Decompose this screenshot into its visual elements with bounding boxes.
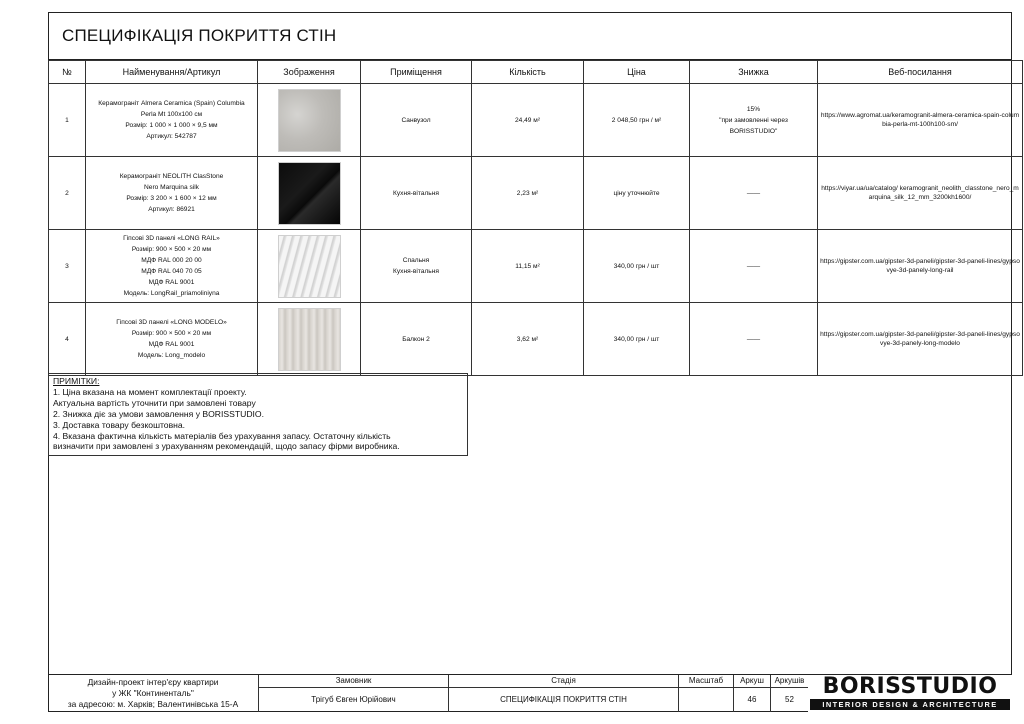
product-name-line: Nero Marquina silk xyxy=(144,184,199,191)
note-line: 2. Знижка діє за умови замовлення у BORISSTUDIO. xyxy=(53,408,264,419)
project-address xyxy=(48,677,258,710)
room xyxy=(361,230,472,303)
table-header-row xyxy=(49,61,1023,84)
note-line: 1. Ціна вказана на момент комплектації проекту. xyxy=(53,386,247,397)
stage-cell xyxy=(448,675,678,712)
product-url[interactable]: https://gipster.com.ua/gipster-3d-paneli/gipster-3d-paneli-lines/gypsovye-3d-panely-long-modelo xyxy=(818,303,1023,376)
product-name-line: Артикул: 542787 xyxy=(146,133,197,140)
quantity: 24,49 м² xyxy=(472,84,584,157)
price: 340,00 грн / шт xyxy=(584,230,690,303)
stage-label: Стадія xyxy=(551,676,576,685)
quantity: 3,62 м² xyxy=(472,303,584,376)
discount-line: "при замовленні через xyxy=(719,116,788,124)
row-number: 4 xyxy=(49,303,86,376)
note-line: визначити при замовлені з урахуванням рекомендацій, щодо запасу фірми виробника. xyxy=(53,441,400,452)
row-number: 3 xyxy=(49,230,86,303)
room xyxy=(361,84,472,157)
room xyxy=(361,303,472,376)
project-line: у ЖК "Континенталь" xyxy=(112,688,194,698)
product-name-line: Модель: LongRail_priamoliniyna xyxy=(123,290,220,297)
product-name-line: Модель: Long_modelo xyxy=(137,352,206,359)
room xyxy=(361,157,472,230)
sheet-cell xyxy=(733,675,770,712)
product-image-cell xyxy=(258,230,361,303)
product-image xyxy=(278,162,341,225)
product-name-line: Гіпсові 3D панелі «LONG RAIL» xyxy=(123,235,220,242)
note-line: Актуальна вартість уточнити при замовлені товару xyxy=(53,397,256,408)
product-name-line: Розмір: 900 × 500 × 20 мм xyxy=(131,246,212,253)
notes-box xyxy=(48,373,468,456)
product-name-line: Розмір: 3 200 × 1 600 × 12 мм xyxy=(126,195,217,202)
product-name xyxy=(86,230,258,303)
product-name-line: Артикул: 86921 xyxy=(148,206,195,213)
room-line: Кухня-вітальня xyxy=(393,268,439,275)
page-title: СПЕЦИФІКАЦІЯ ПОКРИТТЯ СТІН xyxy=(62,26,337,45)
product-name xyxy=(86,303,258,376)
logo-name: BORISSTUDIO xyxy=(822,674,998,699)
discount-line: —— xyxy=(746,262,761,270)
sheets-cell xyxy=(770,675,808,712)
product-url[interactable]: https://gipster.com.ua/gipster-3d-paneli/gipster-3d-paneli-lines/gypsovye-3d-panely-long-rail xyxy=(818,230,1023,303)
header-price: Ціна xyxy=(584,61,690,84)
customer-value: Трігуб Євген Юрійович xyxy=(311,695,396,704)
header-qty: Кількість xyxy=(472,61,584,84)
note-line: 4. Вказана фактична кількість матеріалів без урахування запасу. Остаточну кількість xyxy=(53,430,391,441)
price: ціну уточнюйте xyxy=(584,157,690,230)
sheet-label: Аркуш xyxy=(740,676,764,685)
product-url[interactable]: https://viyar.ua/ua/catalog/ keramogranit_neolith_classtone_nero_marquina_silk_12_mm_3200kh1600/ xyxy=(818,157,1023,230)
room-line: Спальня xyxy=(402,257,430,264)
discount-line: —— xyxy=(746,335,761,343)
note-line: 3. Доставка товару безкоштовна. xyxy=(53,419,186,430)
logo-tagline: INTERIOR DESIGN & ARCHITECTURE xyxy=(810,699,1010,710)
product-name-line: МДФ RAL 9001 xyxy=(148,279,195,286)
product-name xyxy=(86,157,258,230)
product-name-line: МДФ RAL 9001 xyxy=(148,341,195,348)
table-row xyxy=(49,230,1023,303)
discount-line: 15% xyxy=(746,105,761,113)
product-name-line: Розмір: 1 000 × 1 000 × 9,5 мм xyxy=(125,122,218,129)
room-line: Балкон 2 xyxy=(402,335,430,343)
product-name-line: Керамограніт Almera Ceramica (Spain) Columbia xyxy=(98,100,245,107)
customer-cell xyxy=(258,675,448,712)
sheet-number: 46 xyxy=(747,695,757,704)
notes-heading: ПРИМІТКИ: xyxy=(53,376,100,386)
product-name-line: МДФ RAL 000 20 00 xyxy=(141,257,202,264)
header-room: Приміщення xyxy=(361,61,472,84)
discount xyxy=(690,157,818,230)
header-url: Веб-посилання xyxy=(818,61,1023,84)
price: 340,00 грн / шт xyxy=(584,303,690,376)
studio-logo xyxy=(808,675,1012,712)
customer-label: Замовник xyxy=(335,676,372,685)
scale-cell xyxy=(678,675,733,712)
quantity: 2,23 м² xyxy=(472,157,584,230)
product-name-line: Розмір: 900 × 500 × 20 мм xyxy=(131,330,212,337)
discount xyxy=(690,84,818,157)
header-name: Найменування/Артикул xyxy=(86,61,258,84)
product-name xyxy=(86,84,258,157)
product-image-cell xyxy=(258,303,361,376)
table-row xyxy=(49,84,1023,157)
product-name-line: Гіпсові 3D панелі «LONG MODELO» xyxy=(116,319,227,326)
discount xyxy=(690,303,818,376)
room-line: Санвузол xyxy=(401,116,431,124)
spec-table xyxy=(48,60,1023,376)
product-image-cell xyxy=(258,157,361,230)
product-name-line: МДФ RAL 040 70 05 xyxy=(141,268,202,275)
header-num: № xyxy=(49,61,86,84)
header-image: Зображення xyxy=(258,61,361,84)
product-image-cell xyxy=(258,84,361,157)
product-name-line: Perla Mt 100x100 см xyxy=(140,111,203,118)
price: 2 048,50 грн / м² xyxy=(584,84,690,157)
header-discount: Знижка xyxy=(690,61,818,84)
discount xyxy=(690,230,818,303)
product-name-line: Керамограніт NEOLITH ClasStone xyxy=(119,173,224,180)
discount-line: —— xyxy=(746,189,761,197)
row-number: 2 xyxy=(49,157,86,230)
row-number: 1 xyxy=(49,84,86,157)
project-line: за адресою: м. Харків; Валентинівська 15-А xyxy=(67,699,239,709)
scale-label: Масштаб xyxy=(688,676,724,685)
project-line: Дизайн-проект інтер'єру квартири xyxy=(87,677,219,687)
sheets-total: 52 xyxy=(785,695,794,704)
room-line: Кухня-вітальня xyxy=(393,189,439,197)
product-image xyxy=(278,89,341,152)
sheets-label: Аркушів xyxy=(774,676,805,685)
product-image xyxy=(278,308,341,371)
stage-value: СПЕЦИФІКАЦІЯ ПОКРИТТЯ СТІН xyxy=(500,695,627,704)
table-row xyxy=(49,157,1023,230)
title-stamp xyxy=(48,674,1012,712)
discount-line: BORISSTUDIO" xyxy=(729,127,778,135)
product-url[interactable]: https://www.agromat.ua/keramogranit-almera-ceramica-spain-columbia-perla-mt-100h100-sm/ xyxy=(818,84,1023,157)
quantity: 11,15 м² xyxy=(472,230,584,303)
product-image xyxy=(278,235,341,298)
table-row xyxy=(49,303,1023,376)
title-block xyxy=(48,12,1012,60)
